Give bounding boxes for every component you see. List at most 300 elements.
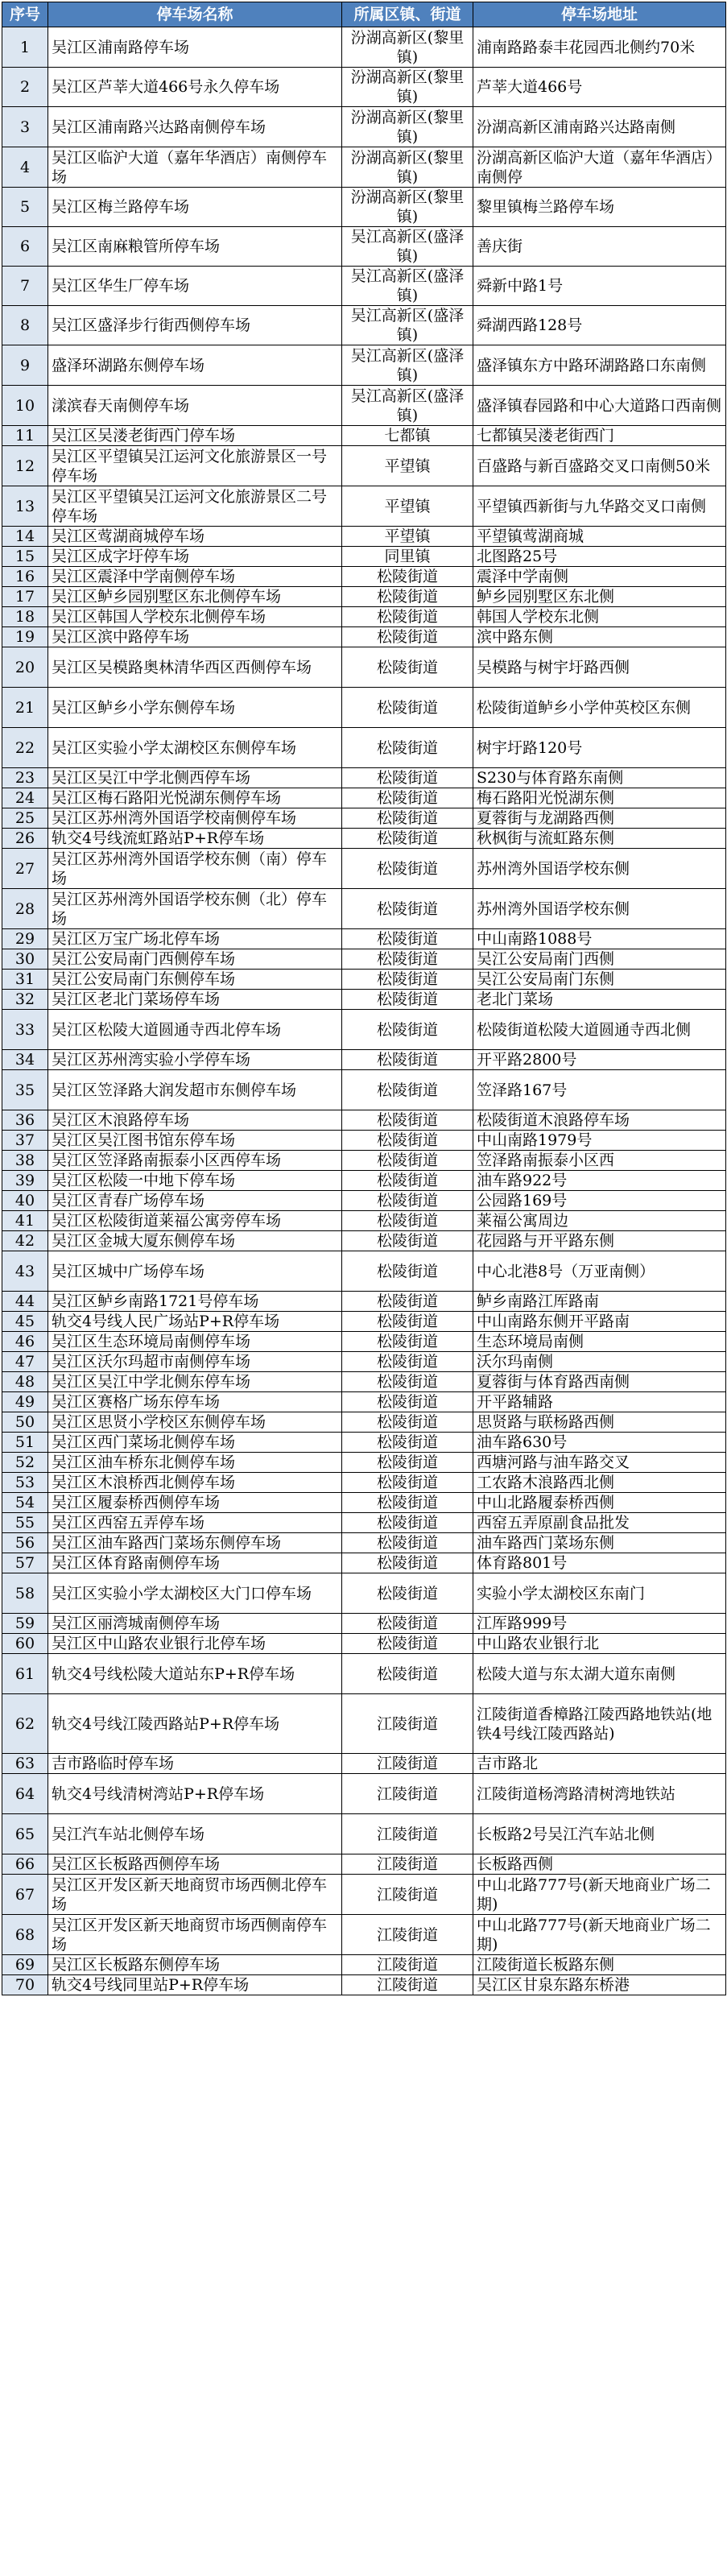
address-cell: 莱福公寓周边	[473, 1211, 726, 1231]
index-cell: 3	[2, 107, 48, 147]
district-cell: 江陵街道	[342, 1754, 473, 1774]
table-row	[2, 607, 726, 627]
district-cell: 松陵街道	[342, 829, 473, 849]
name-cell: 吴江区鲈乡园别墅区东北侧停车场	[48, 587, 342, 607]
address-cell: 体育路801号	[473, 1553, 726, 1573]
district-cell: 松陵街道	[342, 1553, 473, 1573]
index-cell: 43	[2, 1251, 48, 1292]
table-row	[2, 1231, 726, 1251]
table-row	[2, 1372, 726, 1392]
name-cell: 吴江区城中广场停车场	[48, 1251, 342, 1292]
address-cell: 夏蓉街与龙湖路西侧	[473, 808, 726, 829]
district-cell: 江陵街道	[342, 1955, 473, 1975]
district-cell: 松陵街道	[342, 567, 473, 587]
district-cell: 松陵街道	[342, 1573, 473, 1614]
name-cell: 吉市路临时停车场	[48, 1754, 342, 1774]
district-cell: 松陵街道	[342, 1533, 473, 1553]
address-cell: 笠泽路南振泰小区西	[473, 1151, 726, 1171]
table-row	[2, 1493, 726, 1513]
name-cell: 吴江公安局南门西侧停车场	[48, 949, 342, 970]
address-cell: 中山路农业银行北	[473, 1634, 726, 1654]
table-row	[2, 788, 726, 808]
address-cell: 松陵街道鲈乡小学仲英校区东侧	[473, 688, 726, 728]
index-cell: 53	[2, 1473, 48, 1493]
index-cell: 51	[2, 1433, 48, 1453]
district-cell: 江陵街道	[342, 1975, 473, 1995]
name-cell: 吴江区吴江图书馆东停车场	[48, 1131, 342, 1151]
name-cell: 轨交4号线同里站P+R停车场	[48, 1975, 342, 1995]
name-cell: 吴江区青春广场停车场	[48, 1191, 342, 1211]
table-row	[2, 889, 726, 929]
name-cell: 吴江区沃尔玛超市南侧停车场	[48, 1352, 342, 1372]
district-cell: 松陵街道	[342, 647, 473, 688]
name-cell: 吴江区平望镇吴江运河文化旅游景区二号停车场	[48, 486, 342, 527]
address-cell: 中山北路777号(新天地商业广场二期)	[473, 1915, 726, 1955]
table-row	[2, 1754, 726, 1774]
index-cell: 54	[2, 1493, 48, 1513]
address-cell: 开平路辅路	[473, 1392, 726, 1412]
district-cell: 松陵街道	[342, 1050, 473, 1070]
index-cell: 66	[2, 1854, 48, 1875]
name-cell: 吴江区苏州湾外国语学校南侧停车场	[48, 808, 342, 829]
index-cell: 19	[2, 627, 48, 647]
name-cell: 吴江区笠泽路大润发超市东侧停车场	[48, 1070, 342, 1110]
address-cell: 鲈乡园别墅区东北侧	[473, 587, 726, 607]
name-cell: 吴江区木浪路停车场	[48, 1110, 342, 1131]
index-cell: 24	[2, 788, 48, 808]
name-cell: 吴江区松陵街道莱福公寓旁停车场	[48, 1211, 342, 1231]
name-cell: 吴江区笠泽路南振泰小区西停车场	[48, 1151, 342, 1171]
address-cell: 浦南路路泰丰花园西北侧约70米	[473, 27, 726, 68]
index-cell: 4	[2, 147, 48, 188]
address-cell: 中山南路1088号	[473, 929, 726, 949]
district-cell: 松陵街道	[342, 1372, 473, 1392]
name-cell: 吴江区滨中路停车场	[48, 627, 342, 647]
table-row	[2, 1292, 726, 1312]
index-cell: 37	[2, 1131, 48, 1151]
district-cell: 吴江高新区(盛泽镇)	[342, 345, 473, 386]
address-cell: 老北门菜场	[473, 990, 726, 1010]
district-cell: 松陵街道	[342, 889, 473, 929]
district-cell: 松陵街道	[342, 1332, 473, 1352]
table-row	[2, 1191, 726, 1211]
address-cell: 震泽中学南侧	[473, 567, 726, 587]
address-cell: 松陵街道松陵大道圆通寺西北侧	[473, 1010, 726, 1050]
name-cell: 吴江区浦南路停车场	[48, 27, 342, 68]
district-cell: 汾湖高新区(黎里镇)	[342, 147, 473, 188]
table-row	[2, 1251, 726, 1292]
index-cell: 65	[2, 1814, 48, 1854]
table-row	[2, 768, 726, 788]
name-cell: 吴江区生态环境局南侧停车场	[48, 1332, 342, 1352]
address-cell: 江陵街道长板路东侧	[473, 1955, 726, 1975]
index-cell: 22	[2, 728, 48, 768]
index-cell: 39	[2, 1171, 48, 1191]
district-cell: 松陵街道	[342, 1292, 473, 1312]
index-cell: 55	[2, 1513, 48, 1533]
index-cell: 68	[2, 1915, 48, 1955]
district-cell: 松陵街道	[342, 1312, 473, 1332]
address-cell: 工农路木浪路西北侧	[473, 1473, 726, 1493]
table-row	[2, 1412, 726, 1433]
district-cell: 松陵街道	[342, 1211, 473, 1231]
index-cell: 32	[2, 990, 48, 1010]
table-row	[2, 1573, 726, 1614]
address-cell: 生态环境局南侧	[473, 1332, 726, 1352]
district-cell: 江陵街道	[342, 1814, 473, 1854]
district-cell: 松陵街道	[342, 1131, 473, 1151]
index-cell: 56	[2, 1533, 48, 1553]
name-cell: 吴江区芦莘大道466号永久停车场	[48, 68, 342, 107]
index-cell: 10	[2, 386, 48, 426]
name-cell: 吴江区浦南路兴达路南侧停车场	[48, 107, 342, 147]
district-cell: 汾湖高新区(黎里镇)	[342, 27, 473, 68]
table-row	[2, 990, 726, 1010]
index-cell: 9	[2, 345, 48, 386]
table-row	[2, 1131, 726, 1151]
index-cell: 2	[2, 68, 48, 107]
table-row	[2, 227, 726, 267]
name-cell: 吴江区体育路南侧停车场	[48, 1553, 342, 1573]
index-cell: 45	[2, 1312, 48, 1332]
name-cell: 吴江区实验小学太湖校区东侧停车场	[48, 728, 342, 768]
district-cell: 松陵街道	[342, 768, 473, 788]
index-cell: 44	[2, 1292, 48, 1312]
address-cell: 开平路2800号	[473, 1050, 726, 1070]
name-cell: 吴江区吴江中学北侧西停车场	[48, 768, 342, 788]
address-cell: 油车路630号	[473, 1433, 726, 1453]
table-row	[2, 647, 726, 688]
table-row	[2, 1433, 726, 1453]
address-cell: 花园路与开平路东侧	[473, 1231, 726, 1251]
table-row	[2, 1453, 726, 1473]
district-cell: 吴江高新区(盛泽镇)	[342, 267, 473, 306]
address-cell: 北图路25号	[473, 547, 726, 567]
index-cell: 21	[2, 688, 48, 728]
name-cell: 吴江区长板路东侧停车场	[48, 1955, 342, 1975]
address-cell: 吴江公安局南门东侧	[473, 970, 726, 990]
index-cell: 64	[2, 1774, 48, 1814]
header-district: 所属区镇、街道	[342, 2, 473, 27]
address-cell: 舜湖西路128号	[473, 306, 726, 345]
address-cell: 黎里镇梅兰路停车场	[473, 188, 726, 227]
index-cell: 52	[2, 1453, 48, 1473]
name-cell: 吴江区苏州湾实验小学停车场	[48, 1050, 342, 1070]
address-cell: 江厍路999号	[473, 1614, 726, 1634]
table-row	[2, 1070, 726, 1110]
index-cell: 70	[2, 1975, 48, 1995]
address-cell: 鲈乡南路江厍路南	[473, 1292, 726, 1312]
address-cell: 中山北路777号(新天地商业广场二期)	[473, 1875, 726, 1915]
address-cell: 汾湖高新区临沪大道（嘉年华酒店）南侧停	[473, 147, 726, 188]
name-cell: 吴江区苏州湾外国语学校东侧（北）停车场	[48, 889, 342, 929]
index-cell: 26	[2, 829, 48, 849]
address-cell: 笠泽路167号	[473, 1070, 726, 1110]
name-cell: 盛泽环湖路东侧停车场	[48, 345, 342, 386]
index-cell: 38	[2, 1151, 48, 1171]
name-cell: 吴江区开发区新天地商贸市场西侧北停车场	[48, 1875, 342, 1915]
address-cell: 滨中路东侧	[473, 627, 726, 647]
district-cell: 松陵街道	[342, 990, 473, 1010]
address-cell: 中山南路1979号	[473, 1131, 726, 1151]
table-row	[2, 547, 726, 567]
address-cell: 实验小学太湖校区东南门	[473, 1573, 726, 1614]
name-cell: 吴江区开发区新天地商贸市场西侧南停车场	[48, 1915, 342, 1955]
address-cell: 吴模路与树宇圩路西侧	[473, 647, 726, 688]
address-cell: 秋枫街与流虹路东侧	[473, 829, 726, 849]
name-cell: 吴江区长板路西侧停车场	[48, 1854, 342, 1875]
name-cell: 吴江区万宝广场北停车场	[48, 929, 342, 949]
table-row	[2, 587, 726, 607]
table-row	[2, 1854, 726, 1875]
name-cell: 吴江区成字圩停车场	[48, 547, 342, 567]
index-cell: 34	[2, 1050, 48, 1070]
name-cell: 吴江汽车站北侧停车场	[48, 1814, 342, 1854]
name-cell: 吴江区松陵大道圆通寺西北停车场	[48, 1010, 342, 1050]
name-cell: 吴江区中山路农业银行北停车场	[48, 1634, 342, 1654]
address-cell: 思贤路与联杨路西侧	[473, 1412, 726, 1433]
table-row	[2, 1654, 726, 1694]
table-row	[2, 527, 726, 547]
table-row	[2, 267, 726, 306]
table-row	[2, 829, 726, 849]
name-cell: 吴江区鲈乡南路1721号停车场	[48, 1292, 342, 1312]
table-row	[2, 1352, 726, 1372]
address-cell: 西窑五弄原副食品批发	[473, 1513, 726, 1533]
table-row	[2, 1332, 726, 1352]
district-cell: 松陵街道	[342, 1493, 473, 1513]
index-cell: 30	[2, 949, 48, 970]
table-row	[2, 188, 726, 227]
table-row	[2, 1110, 726, 1131]
table-row	[2, 306, 726, 345]
name-cell: 吴江公安局南门东侧停车场	[48, 970, 342, 990]
index-cell: 31	[2, 970, 48, 990]
address-cell: 树宇圩路120号	[473, 728, 726, 768]
address-cell: 西塘河路与油车路交叉	[473, 1453, 726, 1473]
index-cell: 62	[2, 1694, 48, 1754]
index-cell: 40	[2, 1191, 48, 1211]
district-cell: 松陵街道	[342, 1070, 473, 1110]
name-cell: 吴江区木浪桥西北侧停车场	[48, 1473, 342, 1493]
district-cell: 松陵街道	[342, 1352, 473, 1372]
table-row	[2, 486, 726, 527]
district-cell: 平望镇	[342, 527, 473, 547]
address-cell: 江陵街道香樟路江陵西路地铁站(地铁4号线江陵西路站)	[473, 1694, 726, 1754]
name-cell: 轨交4号线江陵西路站P+R停车场	[48, 1694, 342, 1754]
table-row	[2, 386, 726, 426]
index-cell: 47	[2, 1352, 48, 1372]
name-cell: 吴江区韩国人学校东北侧停车场	[48, 607, 342, 627]
table-row	[2, 1814, 726, 1854]
address-cell: 长板路2号吴江汽车站北侧	[473, 1814, 726, 1854]
address-cell: 长板路西侧	[473, 1854, 726, 1875]
address-cell: 百盛路与新百盛路交叉口南侧50米	[473, 446, 726, 486]
district-cell: 松陵街道	[342, 1513, 473, 1533]
name-cell: 吴江区吴溇老街西门停车场	[48, 426, 342, 446]
district-cell: 松陵街道	[342, 1251, 473, 1292]
index-cell: 8	[2, 306, 48, 345]
table-row	[2, 567, 726, 587]
table-row	[2, 1634, 726, 1654]
district-cell: 平望镇	[342, 446, 473, 486]
address-cell: 梅石路阳光悦湖东侧	[473, 788, 726, 808]
index-cell: 13	[2, 486, 48, 527]
index-cell: 14	[2, 527, 48, 547]
parking-lot-table	[2, 2, 726, 1995]
index-cell: 11	[2, 426, 48, 446]
address-cell: 七都镇吴溇老街西门	[473, 426, 726, 446]
district-cell: 松陵街道	[342, 1110, 473, 1131]
table-row	[2, 1553, 726, 1573]
district-cell: 松陵街道	[342, 607, 473, 627]
table-row	[2, 1211, 726, 1231]
name-cell: 吴江区南麻粮管所停车场	[48, 227, 342, 267]
name-cell: 吴江区震泽中学南侧停车场	[48, 567, 342, 587]
index-cell: 59	[2, 1614, 48, 1634]
index-cell: 1	[2, 27, 48, 68]
index-cell: 25	[2, 808, 48, 829]
table-row	[2, 1513, 726, 1533]
address-cell: 平望镇莺湖商城	[473, 527, 726, 547]
district-cell: 吴江高新区(盛泽镇)	[342, 227, 473, 267]
address-cell: 油车路西门菜场东侧	[473, 1533, 726, 1553]
index-cell: 6	[2, 227, 48, 267]
address-cell: 舜新中路1号	[473, 267, 726, 306]
index-cell: 12	[2, 446, 48, 486]
address-cell: 中心北港8号（万亚南侧）	[473, 1251, 726, 1292]
district-cell: 松陵街道	[342, 688, 473, 728]
index-cell: 15	[2, 547, 48, 567]
header-index: 序号	[2, 2, 48, 27]
index-cell: 27	[2, 849, 48, 889]
name-cell: 吴江区丽湾城南侧停车场	[48, 1614, 342, 1634]
name-cell: 吴江区梅兰路停车场	[48, 188, 342, 227]
address-cell: 吴江公安局南门西侧	[473, 949, 726, 970]
header-row	[2, 2, 726, 27]
district-cell: 松陵街道	[342, 1412, 473, 1433]
address-cell: 沃尔玛南侧	[473, 1352, 726, 1372]
address-cell: 盛泽镇春园路和中心大道路口西南侧	[473, 386, 726, 426]
address-cell: 韩国人学校东北侧	[473, 607, 726, 627]
index-cell: 28	[2, 889, 48, 929]
district-cell: 松陵街道	[342, 1010, 473, 1050]
name-cell: 吴江区油车路西门菜场东侧停车场	[48, 1533, 342, 1553]
district-cell: 松陵街道	[342, 1392, 473, 1412]
name-cell: 吴江区西窑五弄停车场	[48, 1513, 342, 1533]
district-cell: 松陵街道	[342, 808, 473, 829]
table-row	[2, 1915, 726, 1955]
table-row	[2, 1975, 726, 1995]
table-row	[2, 1614, 726, 1634]
index-cell: 57	[2, 1553, 48, 1573]
table-row	[2, 970, 726, 990]
table-row	[2, 147, 726, 188]
name-cell: 吴江区思贤小学校区东侧停车场	[48, 1412, 342, 1433]
table-row	[2, 1694, 726, 1754]
table-row	[2, 446, 726, 486]
header-name: 停车场名称	[48, 2, 342, 27]
name-cell: 吴江区吴江中学北侧东停车场	[48, 1372, 342, 1392]
name-cell: 轨交4号线人民广场站P+R停车场	[48, 1312, 342, 1332]
table-row	[2, 1533, 726, 1553]
address-cell: 江陵街道杨湾路清树湾地铁站	[473, 1774, 726, 1814]
index-cell: 20	[2, 647, 48, 688]
table-row	[2, 688, 726, 728]
name-cell: 吴江区盛泽步行街西侧停车场	[48, 306, 342, 345]
index-cell: 36	[2, 1110, 48, 1131]
address-cell: 公园路169号	[473, 1191, 726, 1211]
district-cell: 汾湖高新区(黎里镇)	[342, 68, 473, 107]
district-cell: 吴江高新区(盛泽镇)	[342, 386, 473, 426]
name-cell: 吴江区老北门菜场停车场	[48, 990, 342, 1010]
address-cell: 苏州湾外国语学校东侧	[473, 889, 726, 929]
name-cell: 漾滨春天南侧停车场	[48, 386, 342, 426]
address-cell: 中山北路履泰桥西侧	[473, 1493, 726, 1513]
name-cell: 吴江区莺湖商城停车场	[48, 527, 342, 547]
district-cell: 松陵街道	[342, 970, 473, 990]
index-cell: 33	[2, 1010, 48, 1050]
table-row	[2, 68, 726, 107]
index-cell: 46	[2, 1332, 48, 1352]
address-cell: 夏蓉街与体育路西南侧	[473, 1372, 726, 1392]
district-cell: 松陵街道	[342, 1151, 473, 1171]
index-cell: 60	[2, 1634, 48, 1654]
district-cell: 松陵街道	[342, 1171, 473, 1191]
index-cell: 23	[2, 768, 48, 788]
district-cell: 松陵街道	[342, 849, 473, 889]
table-row	[2, 1050, 726, 1070]
index-cell: 69	[2, 1955, 48, 1975]
district-cell: 松陵街道	[342, 627, 473, 647]
name-cell: 轨交4号线清树湾站P+R停车场	[48, 1774, 342, 1814]
name-cell: 吴江区梅石路阳光悦湖东侧停车场	[48, 788, 342, 808]
district-cell: 江陵街道	[342, 1694, 473, 1754]
address-cell: 汾湖高新区浦南路兴达路南侧	[473, 107, 726, 147]
district-cell: 松陵街道	[342, 728, 473, 768]
table-row	[2, 345, 726, 386]
address-cell: 吴江区甘泉东路东桥港	[473, 1975, 726, 1995]
index-cell: 18	[2, 607, 48, 627]
name-cell: 吴江区油车桥东北侧停车场	[48, 1453, 342, 1473]
district-cell: 吴江高新区(盛泽镇)	[342, 306, 473, 345]
district-cell: 松陵街道	[342, 1231, 473, 1251]
district-cell: 松陵街道	[342, 1614, 473, 1634]
district-cell: 汾湖高新区(黎里镇)	[342, 107, 473, 147]
index-cell: 7	[2, 267, 48, 306]
address-cell: 善庆街	[473, 227, 726, 267]
name-cell: 吴江区西门菜场北侧停车场	[48, 1433, 342, 1453]
table-row	[2, 27, 726, 68]
name-cell: 吴江区平望镇吴江运河文化旅游景区一号停车场	[48, 446, 342, 486]
table-row	[2, 1171, 726, 1191]
table-row	[2, 1473, 726, 1493]
index-cell: 49	[2, 1392, 48, 1412]
index-cell: 61	[2, 1654, 48, 1694]
index-cell: 16	[2, 567, 48, 587]
index-cell: 17	[2, 587, 48, 607]
name-cell: 吴江区苏州湾外国语学校东侧（南）停车场	[48, 849, 342, 889]
address-cell: 松陵大道与东太湖大道东南侧	[473, 1654, 726, 1694]
district-cell: 松陵街道	[342, 1191, 473, 1211]
name-cell: 吴江区鲈乡小学东侧停车场	[48, 688, 342, 728]
name-cell: 吴江区金城大厦东侧停车场	[48, 1231, 342, 1251]
district-cell: 江陵街道	[342, 1915, 473, 1955]
table-row	[2, 849, 726, 889]
address-cell: 盛泽镇东方中路环湖路路口东南侧	[473, 345, 726, 386]
address-cell: 松陵街道木浪路停车场	[473, 1110, 726, 1131]
district-cell: 松陵街道	[342, 788, 473, 808]
